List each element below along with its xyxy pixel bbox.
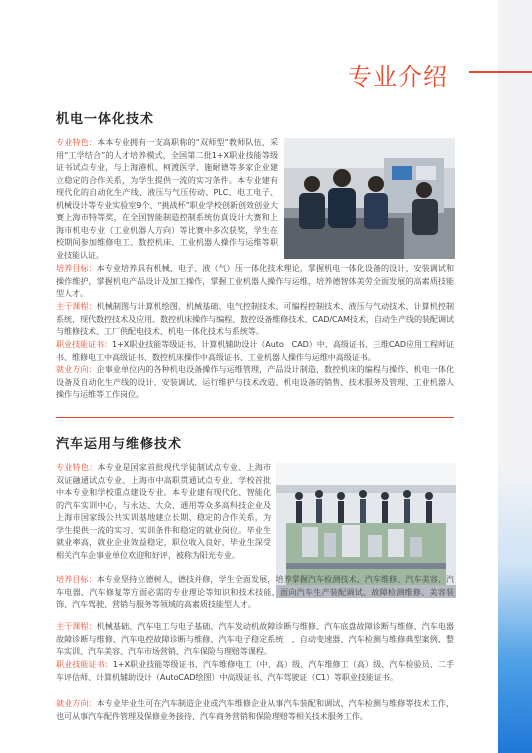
text-certificates: 1+X职业技能等级证书、计算机辅助设计（Auto CAD）中、高级证书、三维CAD应用工程师证书、维修电工中高级证书、数控机床操作中高级证书、工业机器人操作与运维中高级证书。 [56, 339, 454, 362]
paragraph-courses [56, 300, 454, 338]
text-goal: 本专业培养具有机械、电子、液（气）压一体化技术理论，掌握机电一体化设备的设计、安装调试和操作维护，掌握机电产品设计及加工操作，掌握工业机器人操作与运维，培养德智体美劳全面发展的高素质技能型人才。 [56, 263, 454, 298]
paragraph-auto-certificates [56, 658, 454, 683]
side-decoration-stripe [498, 0, 532, 753]
label-auto-certificates: 职业技能证书： [56, 659, 113, 669]
page-title: 专业介绍 [348, 63, 448, 91]
title-rule [469, 71, 532, 73]
label-goal: 培养目标： [56, 263, 97, 273]
section-title-automotive: 汽车运用与维修技术 [56, 437, 183, 452]
paragraph-auto-feature [56, 461, 271, 561]
label-auto-courses: 主干课程： [56, 621, 97, 631]
label-employment: 就业方向： [56, 364, 97, 374]
label-feature: 专业特色： [56, 137, 98, 147]
paragraph-certificates [56, 338, 454, 363]
text-employment: 企事业单位内的各种机电设备操作与运维管理，产品设计制造，数控机床的编程与操作、机电一体化设备及自动化生产线的设计、安装调试、运行维护与技术改造、机电设备的销售、技术服务及管理、工业机器人操作与运维等工作岗位。 [56, 364, 454, 399]
label-auto-goal: 培养目标： [56, 574, 97, 584]
text-auto-feature: 本专业是国家首批现代学徒制试点专业、上海市双证融通试点专业、上海市中高职贯通试点专业、学校首批中本专业和学校重点建设专业。本专业建有现代化、智能化的汽车实训中心，与永达、大众、通用等众多高科技企业及上海市国家级公共实训基地建立长期、稳定的合作关系，为学生提供一流的实习、实训条件和稳定的就业岗位。毕业生就业率高，就业企业效益稳定，职位收入良好，毕业生深受相关汽车企事业单位欢迎和好评，被称为阳光专业。 [56, 462, 271, 560]
text-courses: 机械制图与计算机绘图、机械基础、电气控制技术、可编程控制技术、液压与气动技术、计算机控制系统、现代数控技术及应用、数控机床操作与编程、数控设备维修技术、CAD/CAM技术，自动生产线的装配调试与维修技术、工厂供配电技术、机电一体化技术与系统等。 [56, 301, 454, 336]
label-courses: 主干课程： [56, 301, 97, 311]
paragraph-goal [56, 262, 454, 300]
mechatronics-lab-photo [284, 138, 455, 259]
paragraph-auto-employment [56, 697, 454, 722]
paragraph-employment [56, 363, 454, 401]
section-divider [56, 417, 454, 418]
label-auto-employment: 就业方向： [56, 698, 97, 708]
paragraph-auto-goal [56, 573, 454, 611]
text-feature: 本本专业拥有一支高职称的“双师型”教师队伍，采用“工学结合”的人才培养模式，全国第二批1+X职业技能等级证书试点专业，与上海港机、柯渡医学、施耐德等多家企业建立稳定的合作关系，为学生提供一流的实习条件。本专业建有现代化的自动化生产线、液压与气压传动、PLC、电工电子、机械设计等专业实验室9个、“挑战杯”职业学校创新创效创业大赛上海市特等奖，在全国智能制造控制系统仿真设计大赛和上海市机电专业（工业机器人方向）等比赛中多次获奖，学生在校期间参加维修电工、数控机床、工业机器人操作与运维等职业技能认证。 [56, 137, 278, 260]
section-title-mechatronics: 机电一体化技术 [56, 112, 155, 127]
label-certificates: 职业技能证书： [56, 339, 113, 349]
paragraph-auto-courses [56, 620, 454, 658]
paragraph-feature [56, 136, 278, 261]
text-auto-goal: 本专业坚持立德树人，德技并修，学生全面发展，培养掌握汽车检测技术、汽车维修、汽车美容、汽车电器、汽车修复等方面必需的专业理论等知识和技术技能，面向汽车生产装配调试、故障检测维修、美容装饰、汽车驾驶、营销与服务等领域的高素质技能型人才。 [56, 574, 454, 609]
label-auto-feature: 专业特色： [56, 462, 98, 472]
text-auto-certificates: 1+X职业技能等级证书、汽车维修电工（中、高）级、汽车维修工（高）级、汽车检验员、二手车评估师、计算机辅助设计（AutoCAD绘图）中高级证书、汽车驾驶证（C1）等职业技能证书。 [56, 659, 454, 682]
text-auto-employment: 本专业毕业生可在汽车制造企业或汽车维修企业从事汽车装配和调试、汽车检测与维修等技术工作，也可从事汽车配件管理及保修业务接待、汽车商务营销和保险理赔等相关技术服务工作。 [56, 698, 454, 721]
text-auto-courses: 机械基础、汽车电工与电子基础、汽车发动机故障诊断与维修、汽车底盘故障诊断与维修、汽车电器故障诊断与维修、汽车电控故障诊断与维修、汽车电子稳定系统 、自动变速器、汽车检测与维修典型案例、整车实训、汽车美容、汽车市场营销、汽车保险与理赔等课程。 [56, 621, 454, 656]
